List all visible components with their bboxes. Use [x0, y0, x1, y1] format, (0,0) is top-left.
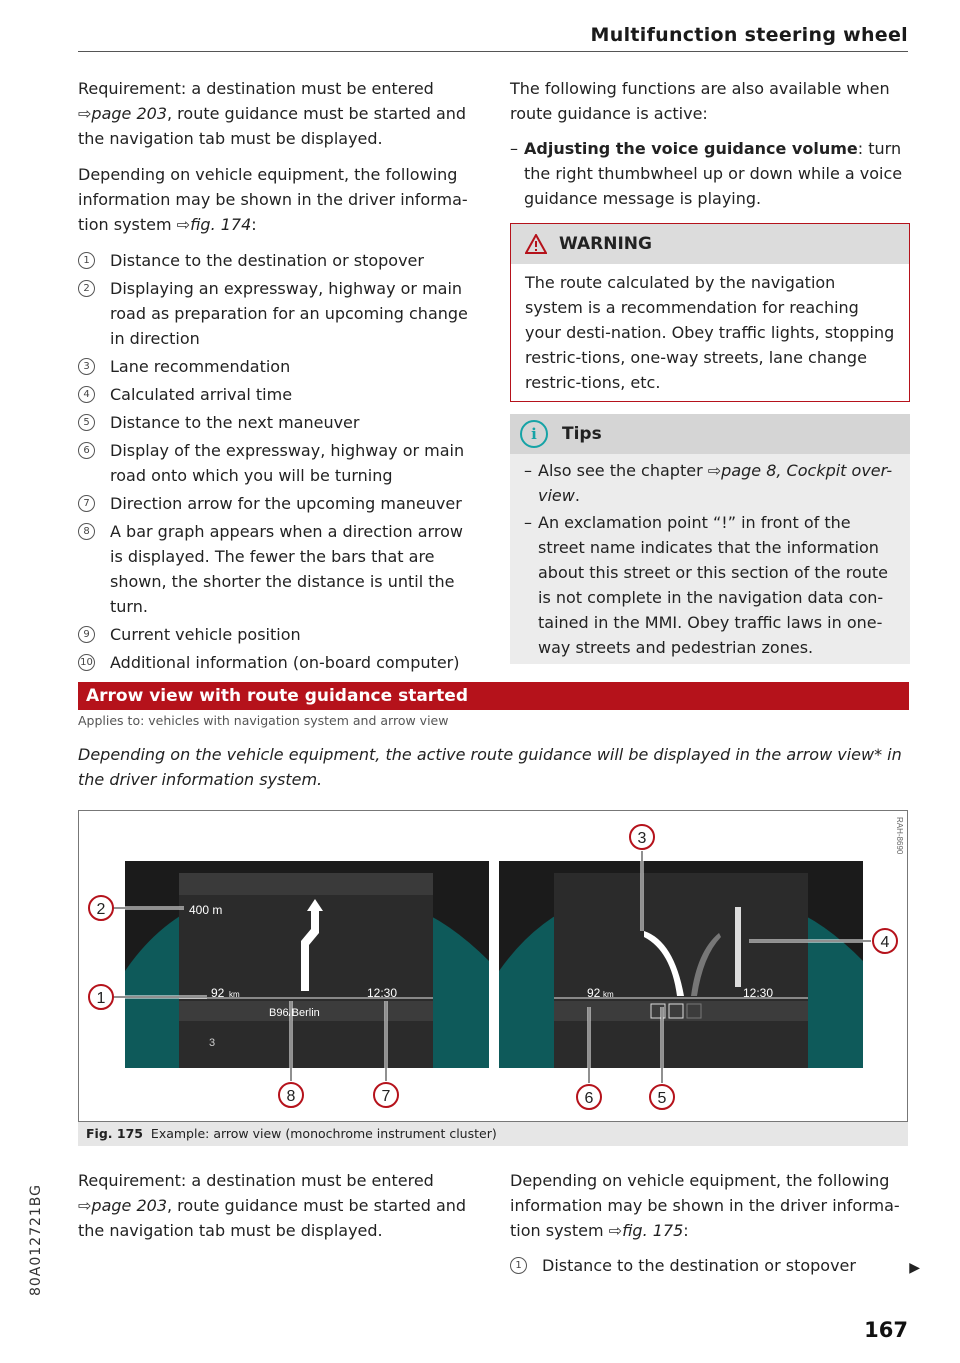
- legend-item: [78, 354, 478, 379]
- tip-item: – An exclamation point “!” in front of the street name indicates that the information about this street or this section of the route is not complete in the navigation data con-tained in the MMI. Obey traffic laws in one-way streets and pedestrian zones.: [524, 510, 898, 660]
- warning-box: [510, 223, 910, 402]
- legend-text: Display of the expressway, highway or main road onto which you will be turning: [110, 441, 465, 485]
- right-km-unit: km: [603, 990, 614, 999]
- bottom-page-link[interactable]: page 203: [91, 1196, 167, 1215]
- svg-text:3: 3: [637, 830, 647, 847]
- callout-3: [630, 825, 654, 849]
- header-divider: [78, 51, 908, 52]
- number-badge: 10: [78, 654, 95, 671]
- callout-8: [279, 1083, 303, 1107]
- legend-item: [78, 519, 478, 619]
- warning-header: WARNING: [511, 224, 909, 264]
- legend-text: Displaying an expressway, highway or main road as preparation for an upcoming change in direction: [110, 279, 468, 348]
- callout-7: [374, 1083, 398, 1107]
- legend-item: [78, 248, 478, 273]
- extra-info: 3: [209, 1037, 216, 1049]
- legend-text: Calculated arrival time: [110, 385, 293, 404]
- number-badge: 9: [78, 626, 95, 643]
- number-badge: 2: [78, 280, 95, 297]
- left-km-value: 92: [211, 986, 225, 1000]
- tips-body: [510, 454, 910, 664]
- right-column: [510, 76, 910, 664]
- figure-ref-code: RAH-8690: [895, 817, 904, 855]
- svg-text:1: 1: [96, 990, 106, 1007]
- left-time: 12:30: [367, 986, 398, 1000]
- next-page-arrow-icon[interactable]: ▶: [909, 1260, 920, 1276]
- right-time: 12:30: [743, 986, 774, 1000]
- section-heading: Arrow view with route guidance started: [78, 682, 909, 710]
- legend-text: Distance to the next maneuver: [110, 413, 360, 432]
- voice-volume-item: – Adjusting the voice guidance volume: turn the right thumbwheel up or down while a voice guidance message is playing.: [510, 136, 910, 211]
- number-badge: 4: [78, 386, 95, 403]
- bottom-figure-link[interactable]: fig. 175: [622, 1221, 684, 1240]
- callout-6: [577, 1085, 601, 1109]
- callout-4: [873, 929, 897, 953]
- number-badge: 8: [78, 523, 95, 540]
- distance-text: 400 m: [189, 903, 223, 917]
- callout-5: [650, 1085, 674, 1109]
- left-column: [78, 76, 478, 678]
- functions-paragraph: The following functions are also available when route guidance is active:: [510, 79, 890, 123]
- page-link[interactable]: page 203: [91, 104, 167, 123]
- legend-text: Additional information (on-board computer): [110, 653, 460, 672]
- numbered-legend-list: [78, 248, 478, 675]
- warning-body: The route calculated by the navigation system is a recommendation for reaching your desti-nation. Obey traffic lights, stopping restric-tions, one-way streets, lane change restric-tions, etc.: [525, 273, 895, 392]
- number-badge: 1: [510, 1257, 527, 1274]
- legend-item: [78, 382, 478, 407]
- legend-text: Lane recommendation: [110, 357, 291, 376]
- callout-2: [89, 896, 113, 920]
- applies-to-note: Applies to: vehicles with navigation system and arrow view: [78, 713, 449, 728]
- document-code: 80A012721BG: [28, 1183, 44, 1297]
- callout-1: [89, 985, 113, 1009]
- number-badge: 3: [78, 358, 95, 375]
- list-item: 1 Distance to the destination or stopover: [510, 1253, 910, 1278]
- figure-link[interactable]: fig. 174: [190, 215, 252, 234]
- svg-text:5: 5: [657, 1090, 667, 1107]
- tip-item: – Also see the chapter ⇨page 8, Cockpit over-view.: [524, 458, 898, 508]
- legend-text: Current vehicle position: [110, 625, 301, 644]
- legend-text: Direction arrow for the upcoming maneuver: [110, 494, 462, 513]
- number-badge: 6: [78, 442, 95, 459]
- legend-text: Distance to the destination or stopover: [110, 251, 424, 270]
- requirement-paragraph: Requirement: a destination must be entered ⇨page 203, route guidance must be started and the navigation tab must be displayed.: [78, 79, 467, 148]
- tips-box: [510, 414, 910, 664]
- figure-caption: Fig. 175 Example: arrow view (monochrome instrument cluster): [78, 1122, 908, 1146]
- page-header-title: Multifunction steering wheel: [590, 24, 908, 46]
- svg-text:8: 8: [286, 1088, 296, 1105]
- page-number: 167: [864, 1318, 908, 1342]
- left-km-unit: km: [229, 990, 240, 999]
- number-badge: 7: [78, 495, 95, 512]
- legend-item: [78, 410, 478, 435]
- cockpit-link[interactable]: page 8, Cockpit over-view: [538, 461, 893, 505]
- svg-text:6: 6: [584, 1090, 594, 1107]
- svg-text:7: 7: [381, 1088, 391, 1105]
- bottom-numbered-list: [510, 1253, 910, 1278]
- info-icon: i: [520, 420, 548, 448]
- left-top-strip: [179, 873, 433, 895]
- info-paragraph: Depending on vehicle equipment, the following information may be shown in the driver informa-tion system ⇨fig. 174:: [78, 165, 468, 234]
- tips-header: i Tips: [510, 414, 910, 454]
- right-km-value: 92: [587, 986, 601, 1000]
- number-badge: 5: [78, 414, 95, 431]
- legend-item: [78, 491, 478, 516]
- road-name: B96/Berlin: [269, 1007, 320, 1019]
- warning-triangle-icon: [525, 234, 547, 254]
- instrument-cluster-illustration: [79, 811, 906, 1120]
- section-intro: Depending on the vehicle equipment, the active route guidance will be displayed in the arrow view* in the driver information system.: [78, 745, 902, 789]
- figure-frame: [78, 810, 908, 1122]
- bottom-left-column: Requirement: a destination must be entered ⇨page 203, route guidance must be started and the navigation tab must be displayed.: [78, 1171, 467, 1240]
- legend-item: [78, 276, 478, 351]
- svg-text:2: 2: [96, 901, 106, 918]
- bottom-right-column: Depending on vehicle equipment, the following information may be shown in the driver informa-tion system ⇨fig. 175: 1 Distance to the destination or stopover: [510, 1168, 910, 1281]
- legend-text: A bar graph appears when a direction arrow is displayed. The fewer the bars that are shown, the shorter the distance is until the turn.: [110, 522, 463, 616]
- legend-item: [78, 438, 478, 488]
- legend-item: [78, 622, 478, 647]
- bar-graph: [735, 907, 741, 987]
- right-center-screen: [554, 873, 808, 1068]
- svg-text:4: 4: [880, 934, 890, 951]
- number-badge: 1: [78, 252, 95, 269]
- legend-item: [78, 650, 478, 675]
